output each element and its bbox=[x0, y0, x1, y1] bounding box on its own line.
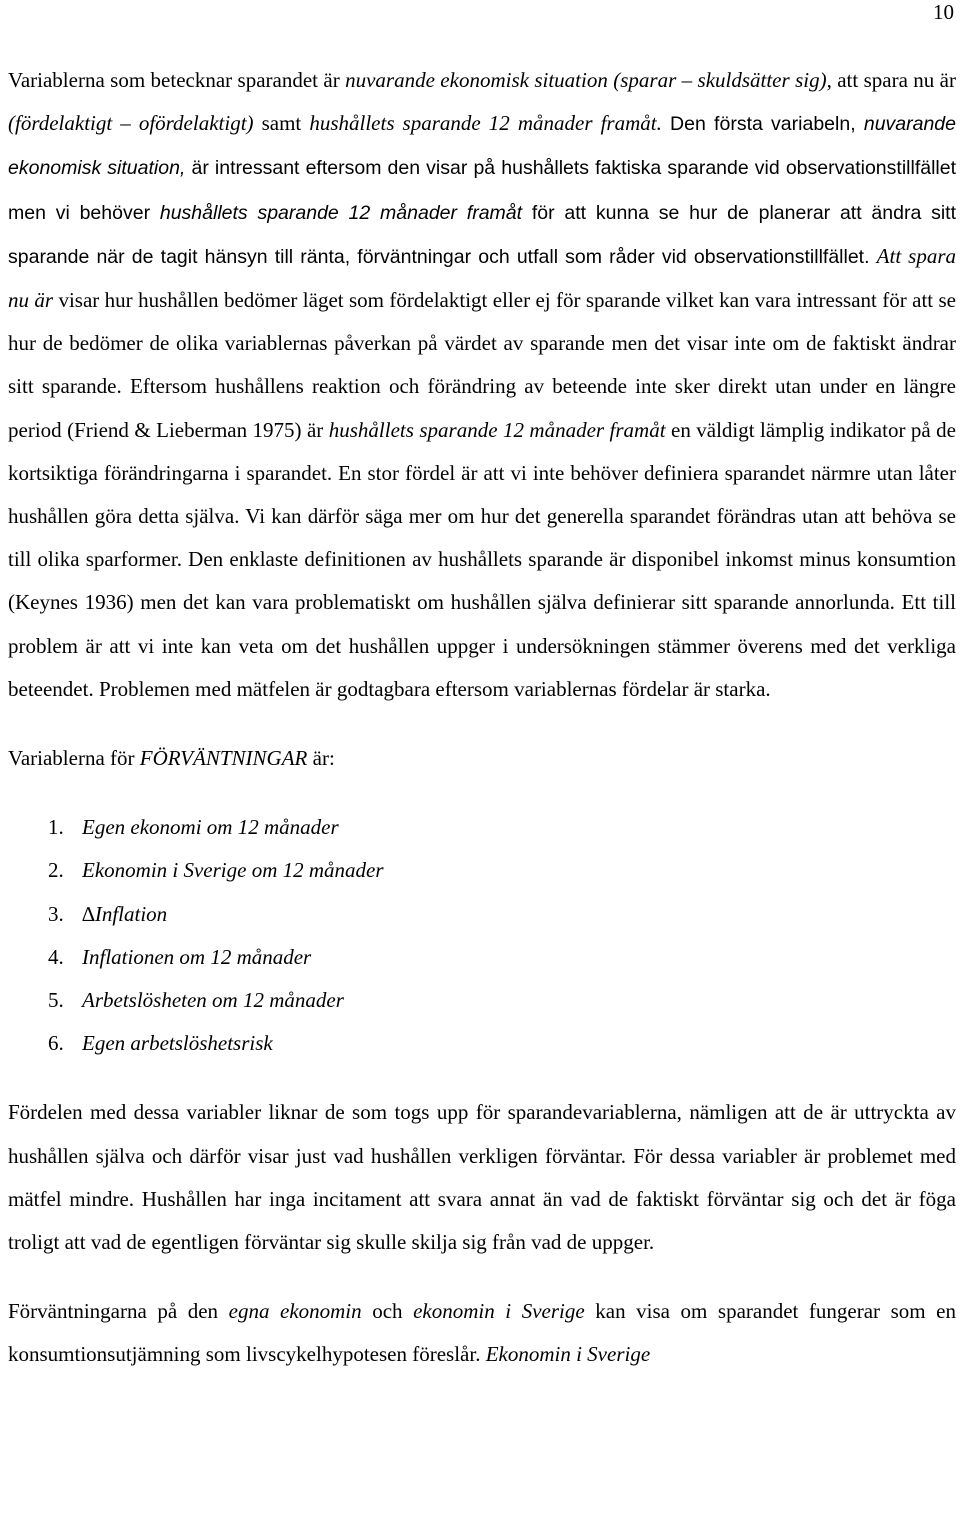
text-run-italic: hushållets sparande 12 månader framåt. bbox=[309, 111, 662, 136]
list-item-label: Arbetslösheten om 12 månader bbox=[82, 988, 344, 1013]
list-item bbox=[8, 979, 956, 1022]
list-item-number: 1. bbox=[48, 815, 64, 840]
page-number: 10 bbox=[933, 0, 954, 24]
text-run: är intressant eftersom den visar på hushållets faktiska sparande vid observationstillfället men vi behöver bbox=[8, 157, 957, 224]
list-item-label: Inflationen om 12 månader bbox=[82, 944, 312, 969]
list-item-label: Egen ekonomi om 12 månader bbox=[82, 815, 339, 840]
list-item bbox=[8, 893, 956, 936]
list-item bbox=[8, 1022, 956, 1065]
list-item-number: 2. bbox=[48, 858, 64, 883]
text-run: visar hur hushållen bedömer läget som fördelaktigt eller ej för sparande vilket kan vara intressant för att se hur de bedömer de olika variablernas påverkan på värdet av sparande men det visar inte om de faktiskt ändrar sitt sparande. Eftersom hushållens reaktion och förändring av beteende inte sker direkt utan under en längre period (Friend & Lieberman 1975) är bbox=[8, 288, 956, 442]
list-item bbox=[8, 806, 956, 849]
list-item-number: 6. bbox=[48, 1031, 64, 1056]
list-item-label: Egen arbetslöshetsrisk bbox=[82, 1031, 273, 1056]
paragraph-expectations-economy bbox=[8, 1290, 956, 1376]
list-item-number: 4. bbox=[48, 944, 64, 969]
text-run: Variablerna som betecknar sparandet är bbox=[8, 68, 346, 92]
expectations-variable-list bbox=[8, 806, 956, 1065]
expectations-intro bbox=[8, 737, 956, 780]
text-run: en väldigt lämplig indikator på de kortsiktiga förändringarna i sparandet. En stor fördel är att vi inte behöver definiera sparandet närmre utan låter hushållen göra detta själva. Vi kan därför säga mer om hur det generella sparandet förändras utan att behöva se till olika sparformer. Den enklaste definitionen av hushållets sparande är disponibel inkomst minus konsumtion (Keynes 1936) men det kan vara problematiskt om hushållen själva definierar sitt sparande annorlunda. Ett till problem är att vi inte kan veta om det hushållen uppger i undersökningen stämmer överens med det verkliga beteendet. Problemen med mätfelen är godtagbara eftersom variablernas fördelar är starka. bbox=[8, 417, 956, 701]
text-run-italic: Ekonomin i Sverige bbox=[485, 1342, 651, 1367]
text-run-italic: egna ekonomin bbox=[228, 1299, 362, 1324]
text-run: för att kunna se hur de planerar att ändra sitt sparande när de tagit hänsyn till ränta, förväntningar och utfall som råder vid observationstillfället. bbox=[8, 201, 956, 268]
text-run-italic: Att spara nu är bbox=[8, 243, 956, 313]
text-run: Den första variabeln, bbox=[661, 113, 864, 136]
intro-emphasis: FÖRVÄNTNINGAR bbox=[139, 746, 308, 771]
text-run: Förväntningarna på den bbox=[8, 1299, 229, 1324]
list-item bbox=[8, 936, 956, 979]
text-run: , att spara nu är bbox=[826, 68, 956, 92]
list-item bbox=[8, 849, 956, 892]
list-item-number: 3. bbox=[48, 901, 64, 926]
text-run-italic: nuvarande ekonomisk situation, bbox=[8, 113, 957, 180]
text-run-italic: (fördelaktigt – ofördelaktigt) bbox=[8, 111, 254, 136]
text-run: och bbox=[361, 1299, 414, 1324]
text-run-italic: ekonomin i Sverige bbox=[413, 1299, 585, 1324]
document-body bbox=[8, 59, 956, 1377]
list-item-label: Ekonomin i Sverige om 12 månader bbox=[82, 858, 384, 883]
intro-suffix: är: bbox=[307, 746, 335, 771]
text-run: kan visa om sparandet fungerar som en konsumtionsutjämning som livscykelhypotesen föreslår. bbox=[8, 1299, 956, 1367]
intro-prefix: Variablerna för bbox=[8, 746, 140, 771]
text-run-italic: hushållets sparande 12 månader framåt bbox=[328, 417, 666, 442]
list-item-label: ∆Inflation bbox=[82, 901, 168, 926]
text-run: samt bbox=[253, 111, 310, 136]
text-run-italic: hushållets sparande 12 månader framåt bbox=[159, 201, 523, 224]
paragraph-expectation-benefits: Fördelen med dessa variabler liknar de som togs upp för sparandevariablerna, nämligen att de är uttryckta av hushållen själva och därför visar just vad hushållen verkligen förväntar. För dessa variabler är problemet med mätfel mindre. Hushållen har inga incitament att svara annat än vad de faktiskt förväntar sig och det är föga troligt att vad de egentligen förväntar sig skulle skilja sig från vad de uppger. bbox=[8, 1100, 956, 1255]
paragraph-saving-variables bbox=[8, 59, 956, 711]
list-item-number: 5. bbox=[48, 988, 64, 1013]
text-run-italic: nuvarande ekonomisk situation (sparar – skuldsätter sig) bbox=[345, 68, 827, 92]
